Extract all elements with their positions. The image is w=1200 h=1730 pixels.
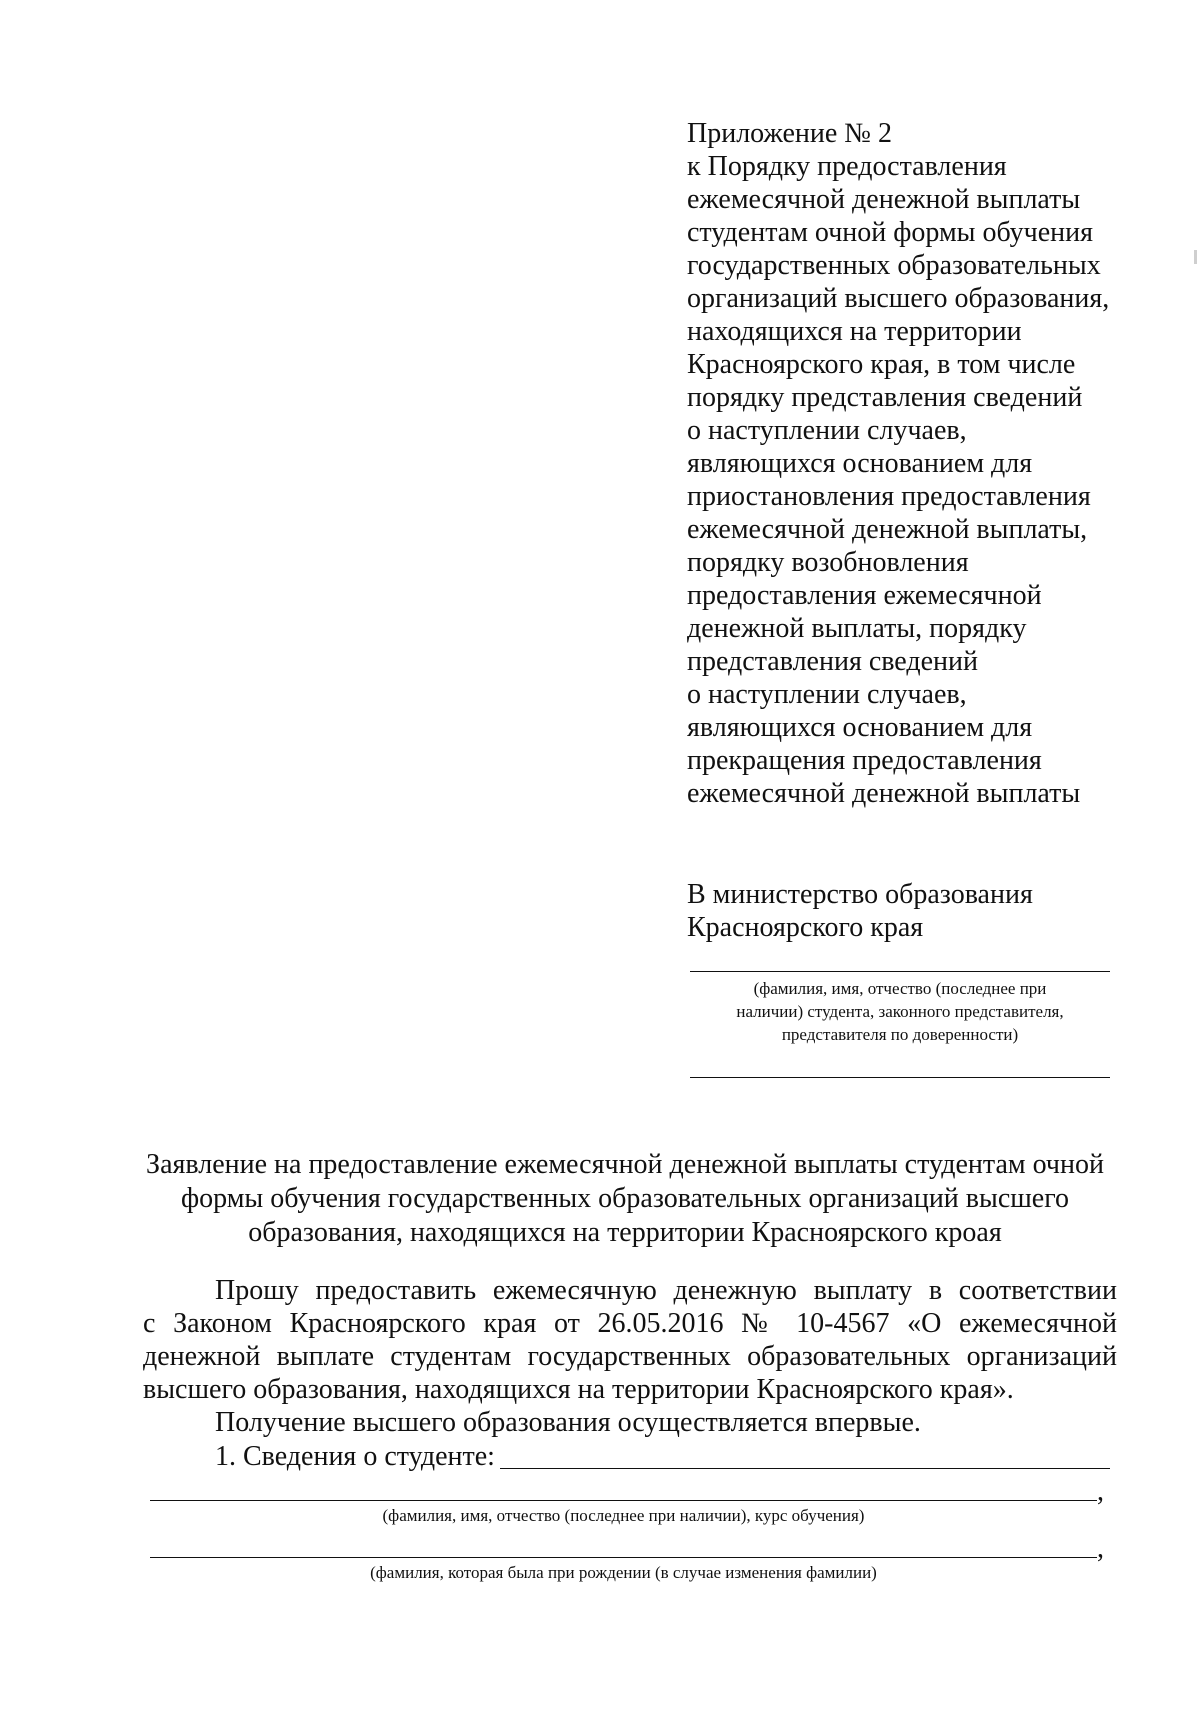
- paragraph-line: с Законом Красноярского края от 26.05.2016 № 10-4567 «О ежемесячной: [143, 1308, 1117, 1339]
- addressee-line: В министерство образования: [687, 879, 1033, 910]
- appendix-line: являющихся основанием для: [687, 448, 1033, 479]
- paragraph-line: денежной выплате студентам государственных образовательных организаций: [143, 1341, 1117, 1372]
- field-comma: ,: [1097, 1476, 1104, 1507]
- birth-surname-caption: [150, 1561, 1097, 1584]
- appendix-line: являющихся основанием для: [687, 712, 1033, 743]
- applicant-caption: [680, 977, 1120, 1046]
- paragraph-line: высшего образования, находящихся на территории Красноярского края».: [143, 1374, 1014, 1405]
- appendix-line: студентам очной формы обучения: [687, 217, 1094, 248]
- title-line: Заявление на предоставление ежемесячной денежной выплаты студентам очной: [146, 1149, 1104, 1180]
- caption-line: наличии) студента, законного представителя,: [736, 1002, 1064, 1021]
- appendix-line: прекращения предоставления: [687, 745, 1042, 776]
- appendix-line: порядку представления сведений: [687, 382, 1083, 413]
- title-line: формы обучения государственных образовательных организаций высшего: [180, 1183, 1070, 1214]
- caption-line: (фамилия, имя, отчество (последнее при наличии), курс обучения): [382, 1506, 865, 1525]
- appendix-line: ежемесячной денежной выплаты: [687, 184, 1081, 215]
- title-line: образования, находящихся на территории Красноярского кроая: [248, 1217, 1002, 1248]
- appendix-line: организаций высшего образования,: [687, 283, 1110, 314]
- appendix-line: о наступлении случаев,: [687, 415, 967, 446]
- applicant-extra-line[interactable]: [690, 1077, 1110, 1078]
- appendix-line: к Порядку предоставления: [687, 151, 1007, 182]
- student-fio-line[interactable]: [150, 1500, 1097, 1501]
- appendix-line: ежемесячной денежной выплаты: [687, 778, 1081, 809]
- paragraph-line: Прошу предоставить ежемесячную денежную выплату в соответствии: [215, 1275, 1117, 1306]
- appendix-line: Приложение № 2: [687, 118, 892, 149]
- request-paragraph: [143, 1274, 1117, 1406]
- scan-edge-mark: [1194, 250, 1197, 264]
- applicant-name-line[interactable]: [690, 971, 1110, 972]
- student-info-line[interactable]: [500, 1468, 1110, 1469]
- appendix-header: [687, 117, 1157, 810]
- appendix-line: представления сведений: [687, 646, 978, 677]
- appendix-line: Красноярского края, в том числе: [687, 349, 1076, 380]
- fio-caption: [150, 1504, 1097, 1527]
- first-time-statement: Получение высшего образования осуществляется впервые.: [215, 1407, 921, 1438]
- appendix-line: приостановления предоставления: [687, 481, 1091, 512]
- appendix-line: денежной выплаты, порядку: [687, 613, 1027, 644]
- appendix-line: предоставления ежемесячной: [687, 580, 1042, 611]
- appendix-line: о наступлении случаев,: [687, 679, 967, 710]
- caption-line: (фамилия, которая была при рождении (в случае изменения фамилии): [370, 1563, 877, 1582]
- birth-surname-line[interactable]: [150, 1557, 1097, 1558]
- field-comma: ,: [1097, 1533, 1104, 1564]
- appendix-line: порядку возобновления: [687, 547, 969, 578]
- caption-line: представителя по доверенности): [781, 1025, 1019, 1044]
- appendix-line: находящихся на территории: [687, 316, 1022, 347]
- student-info-label: 1. Сведения о студенте:: [215, 1441, 495, 1472]
- appendix-line: ежемесячной денежной выплаты,: [687, 514, 1088, 545]
- appendix-line: государственных образовательных: [687, 250, 1101, 281]
- application-title: [130, 1148, 1120, 1250]
- addressee-line: Красноярского края: [687, 912, 924, 943]
- caption-line: (фамилия, имя, отчество (последнее при: [753, 979, 1047, 998]
- addressee-block: [687, 878, 1157, 944]
